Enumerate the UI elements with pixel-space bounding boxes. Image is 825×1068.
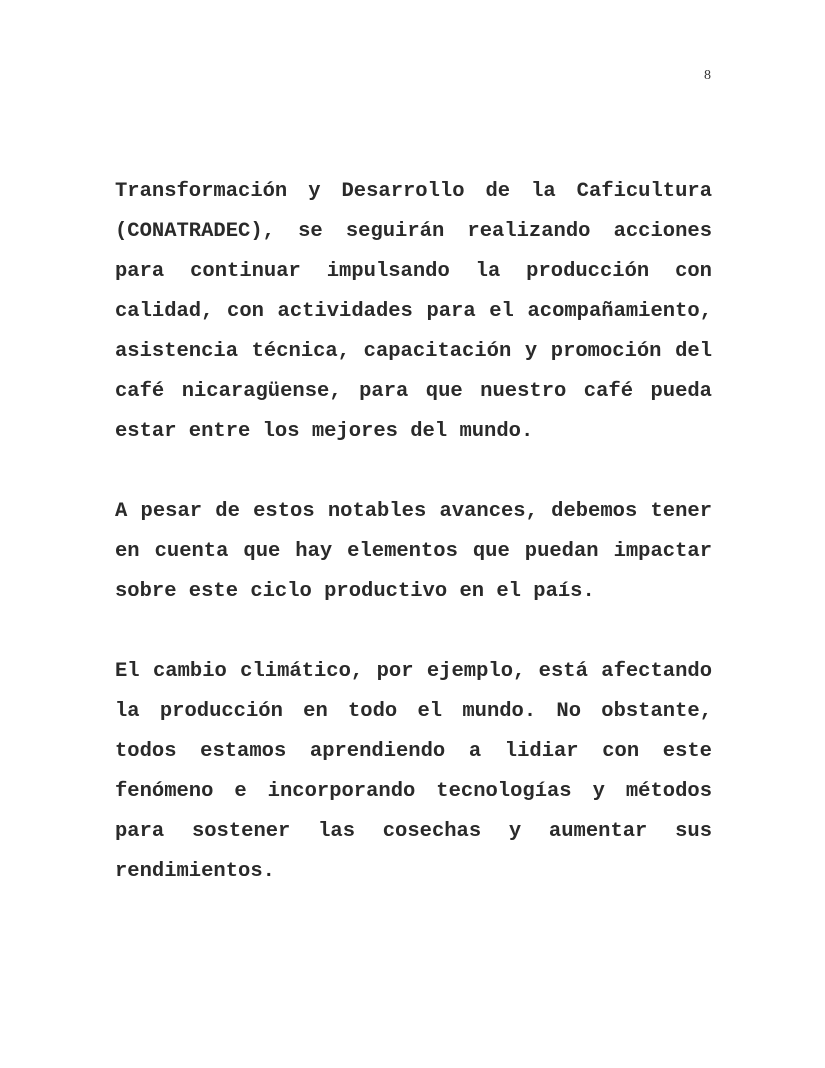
paragraph-3: El cambio climático, por ejemplo, está afectando la producción en todo el mundo. No obstante, todos estamos aprendiendo a lidiar con este fenómeno e incorporando tecnologías y métodos para sostener las cosechas y aumentar sus rendimientos. — [115, 660, 712, 883]
document-body — [115, 172, 712, 932]
page-number: 8 — [704, 68, 711, 83]
paragraph-1: Transformación y Desarrollo de la Caficultura (CONATRADEC), se seguirán realizando acciones para continuar impulsando la producción con calidad, con actividades para el acompañamiento, asistencia técnica, capacitación y promoción del café nicaragüense, para que nuestro café pueda estar entre los mejores del mundo. — [115, 180, 712, 443]
paragraph-2: A pesar de estos notables avances, debemos tener en cuenta que hay elementos que puedan impactar sobre este ciclo productivo en el país. — [115, 500, 712, 603]
